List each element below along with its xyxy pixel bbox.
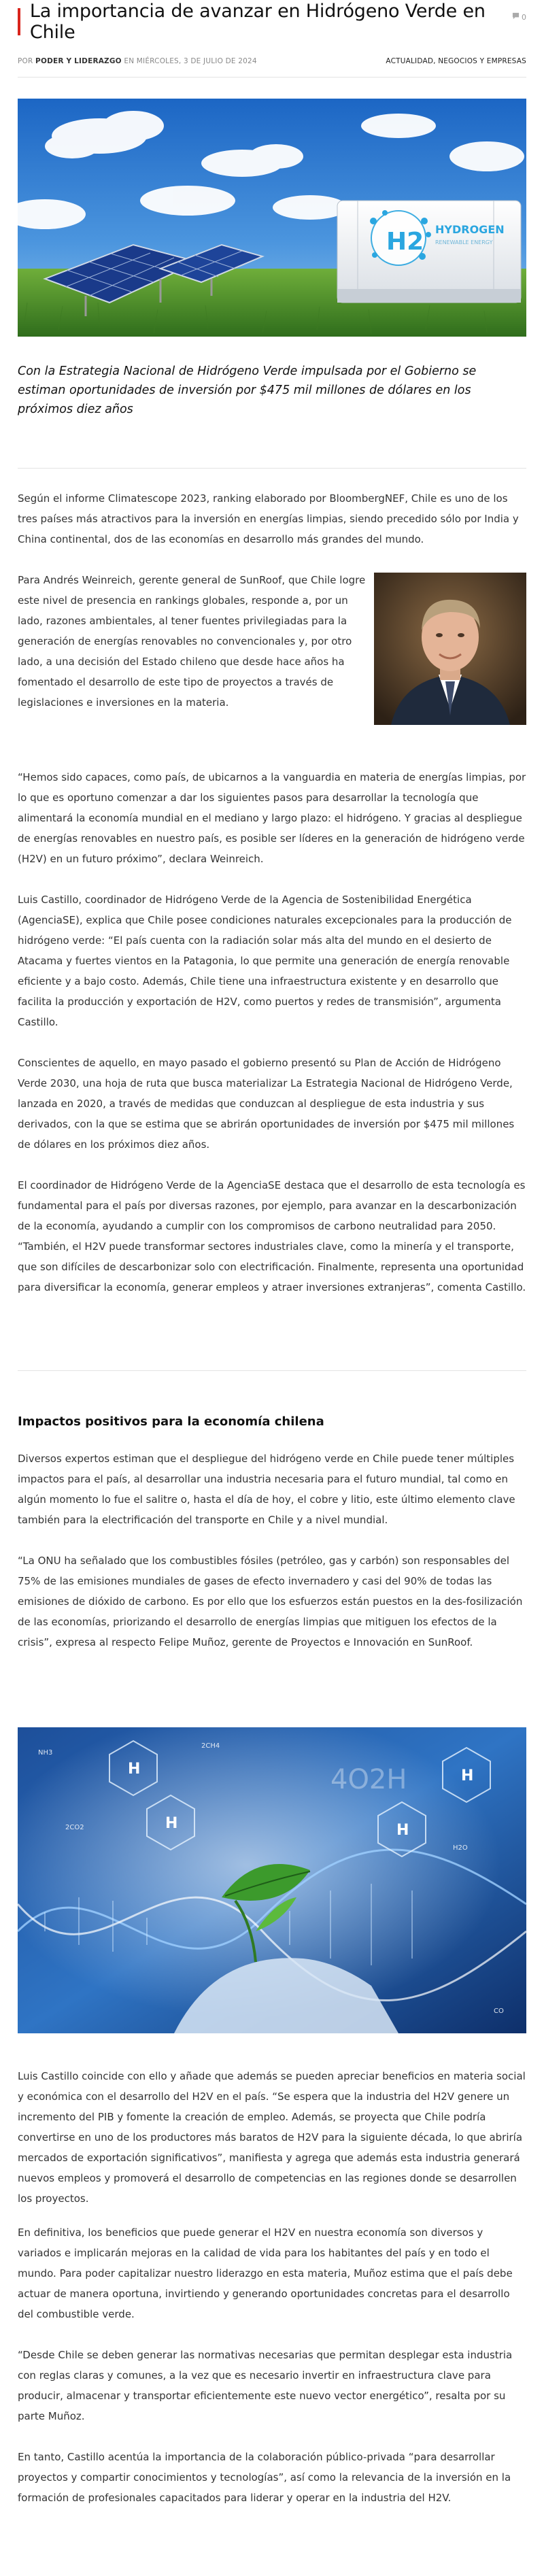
paragraph-2: Para Andrés Weinreich, gerente general de SunRoof, que Chile logre este nivel de presencia en rankings globales, responde a, por un lado, razones ambientales, al tener fuentes privilegiadas para la generación de energías renovables no convencionales y, por otro lado, a una decisión del Estado chileno que desde hace años ha fomentado el desarrollo de este tipo de proyectos a través de legislaciones e inversiones en la materia. [18, 574, 366, 709]
section-paragraph-2: “La ONU ha señalado que los combustibles fósiles (petróleo, gas y carbón) son responsables del 75% de las emisiones mundiales de gases de efecto invernadero y casi del 90% de todas las emisiones de dióxido de carbono. Es por ello que los esfuerzos están puestos en la des-fosilización de las economías, priorizando el desarrollo de energías limpias que mitiguen los efectos de la crisis”, expresa al respecto Felipe Muñoz, gerente de Proyectos e Innovación en SunRoof. [18, 1555, 523, 1648]
lead-divider [18, 468, 526, 469]
hero-h2-symbol: H2 [386, 228, 424, 256]
dna-label-2co2: 2CO2 [65, 1824, 84, 1831]
comment-count-link[interactable] [512, 12, 526, 22]
meta-by: POR [18, 57, 33, 65]
post-categories[interactable]: ACTUALIDAD, NEGOCIOS Y EMPRESAS [386, 57, 526, 65]
paragraph-3: “Hemos sido capaces, como país, de ubicarnos a la vanguardia en materia de energías limpias, por lo que es oportuno comenzar a dar los siguientes pasos para desarrollar la tecnología que alimentará la economía mundial en el mediano y largo plazo: el hidrógeno. Y gracias al despliegue de energías renovables en nuestro país, es posible ser líderes en la generación de hidrógeno verde (H2V) en un futuro próximo”, declara Weinreich. [18, 771, 526, 865]
hero-brand-label: HYDROGEN [435, 223, 505, 236]
dna-label-co: CO [494, 2007, 504, 2015]
title-accent-bar [18, 8, 20, 35]
article-lead: Con la Estrategia Nacional de Hidrógeno Verde impulsada por el Gobierno se estiman oportunidades de inversión por $475 mil millones de dólares en los próximos diez años [18, 365, 477, 416]
section-paragraph-1: Diversos expertos estiman que el despliegue del hidrógeno verde en Chile puede tener múltiples impactos para el país, al desarrollar una industria necesaria para el futuro mundial, tal como en algún momento lo fue el salitre o, hasta el día de hoy, el cobre y litio, este último elemento clave también para la electrificación del transporte en Chile y a nivel mundial. [18, 1453, 515, 1526]
dna-label-2ch4: 2CH4 [201, 1742, 220, 1750]
comment-icon [512, 12, 520, 22]
paragraph-6: El coordinador de Hidrógeno Verde de la AgenciaSE destaca que el desarrollo de esta tecnología es fundamental para el país por diversas razones, por ejemplo, para avanzar en la descarbonización de la economía, ayudando a cumplir con los compromisos de carbono neutralidad para 2050. “También, el H2V puede transformar sectores industriales clave, como la minería y el transporte, que son difíciles de descarbonizar solo con electrificación. Finalmente, representa una oportunidad para diversificar la economía, generar empleos y atraer inversiones extranjeras”, comenta Castillo. [18, 1179, 526, 1293]
section-paragraph-5: “Desde Chile se deben generar las normativas necesarias que permitan desplegar esta industria con reglas claras y comunes, a la vez que es necesario invertir en infraestructura clave para producir, almacenar y transportar eficientemente este nuevo vector energético”, resalta por su parte Muñoz. [18, 2349, 513, 2422]
comment-count: 0 [522, 12, 526, 22]
author-portrait [374, 573, 526, 725]
author-link[interactable]: PODER Y LIDERAZGO [35, 57, 122, 65]
dna-hydrogen-image [18, 1727, 526, 2033]
post-meta [18, 57, 526, 72]
section-paragraph-6: En tanto, Castillo acentúa la importancia de la colaboración público-privada “para desarrollar proyectos y compartir conocimientos y tecnologías”, así como la relevancia de la inversión en la formación de profesionales capacitados para liderar y operar en la industria del H2V. [18, 2451, 511, 2504]
dna-label-4o2h: 4O2H [330, 1764, 407, 1795]
dna-label-h2o: H2O [453, 1844, 468, 1852]
meta-in: EN [124, 57, 135, 65]
title-bar [18, 1, 526, 43]
hero-image [18, 99, 526, 337]
dna-label-nh3: NH3 [38, 1749, 53, 1757]
dna-label-h1: H [128, 1761, 141, 1778]
section-divider [18, 1370, 526, 1371]
hero-subline-label: RENEWABLE ENERGY [435, 239, 493, 245]
post-date: MIÉRCOLES, 3 DE JULIO DE 2024 [136, 57, 257, 65]
dna-label-h2: H [165, 1815, 178, 1832]
paragraph-5: Conscientes de aquello, en mayo pasado el gobierno presentó su Plan de Acción de Hidrógeno Verde 2030, una hoja de ruta que busca materializar La Estrategia Nacional de Hidrógeno Verde, lanzada en 2020, a través de medidas que conduzcan al despliegue de esta industria y sus derivados, con la que se estima que se abrirán oportunidades de inversión por $475 mil millones de dólares en los próximos diez años. [18, 1057, 515, 1151]
paragraph-1: Según el informe Climatescope 2023, ranking elaborado por BloombergNEF, Chile es uno de los tres países más atractivos para la inversión en energías limpias, siendo precedido sólo por India y China continental, dos de las economías en desarrollo más grandes del mundo. [18, 492, 519, 545]
section-heading: Impactos positivos para la economía chilena [18, 1414, 324, 1429]
header-divider [18, 77, 526, 78]
section-paragraph-3: Luis Castillo coincide con ello y añade que además se pueden apreciar beneficios en materia social y económica con el desarrollo del H2V en el país. “Se espera que la industria del H2V genere un incremento del PIB y fomente la creación de empleo. Además, se proyecta que Chile podría convertirse en uno de los productores más baratos de H2V para la siguiente década, lo que abriría mercados de exportación significativos”, manifiesta y agrega que además esta industria generará nuevos empleos y promoverá el desarrollo de competencias en las regiones donde se desarrollen los proyectos. [18, 2070, 526, 2205]
page-title: La importancia de avanzar en Hidrógeno Verde en Chile [29, 1, 486, 43]
dna-label-h4: H [461, 1767, 474, 1784]
paragraph-4: Luis Castillo, coordinador de Hidrógeno Verde de la Agencia de Sostenibilidad Energética (AgenciaSE), explica que Chile posee condiciones naturales excepcionales para la producción de hidrógeno verde: “El país cuenta con la radiación solar más alta del mundo en el desierto de Atacama y fuertes vientos en la Patagonia, lo que permite una generación de energía renovable eficiente y a bajo costo. Además, Chile tiene una infraestructura existente y en desarrollo que facilita la producción y exportación de H2V, como puertos y redes de transmisión”, argumenta Castillo. [18, 894, 512, 1028]
dna-label-h3: H [396, 1822, 409, 1839]
section-paragraph-4: En definitiva, los beneficios que puede generar el H2V en nuestra economía son diversos y variados e implicarán mejoras en la calidad de vida para los habitantes del país y en todo el mundo. Para poder capitalizar nuestro liderazgo en esta materia, Muñoz estima que el país debe actuar de manera oportuna, invirtiendo y generando oportunidades concretas para el desarrollo del combustible verde. [18, 2226, 513, 2320]
